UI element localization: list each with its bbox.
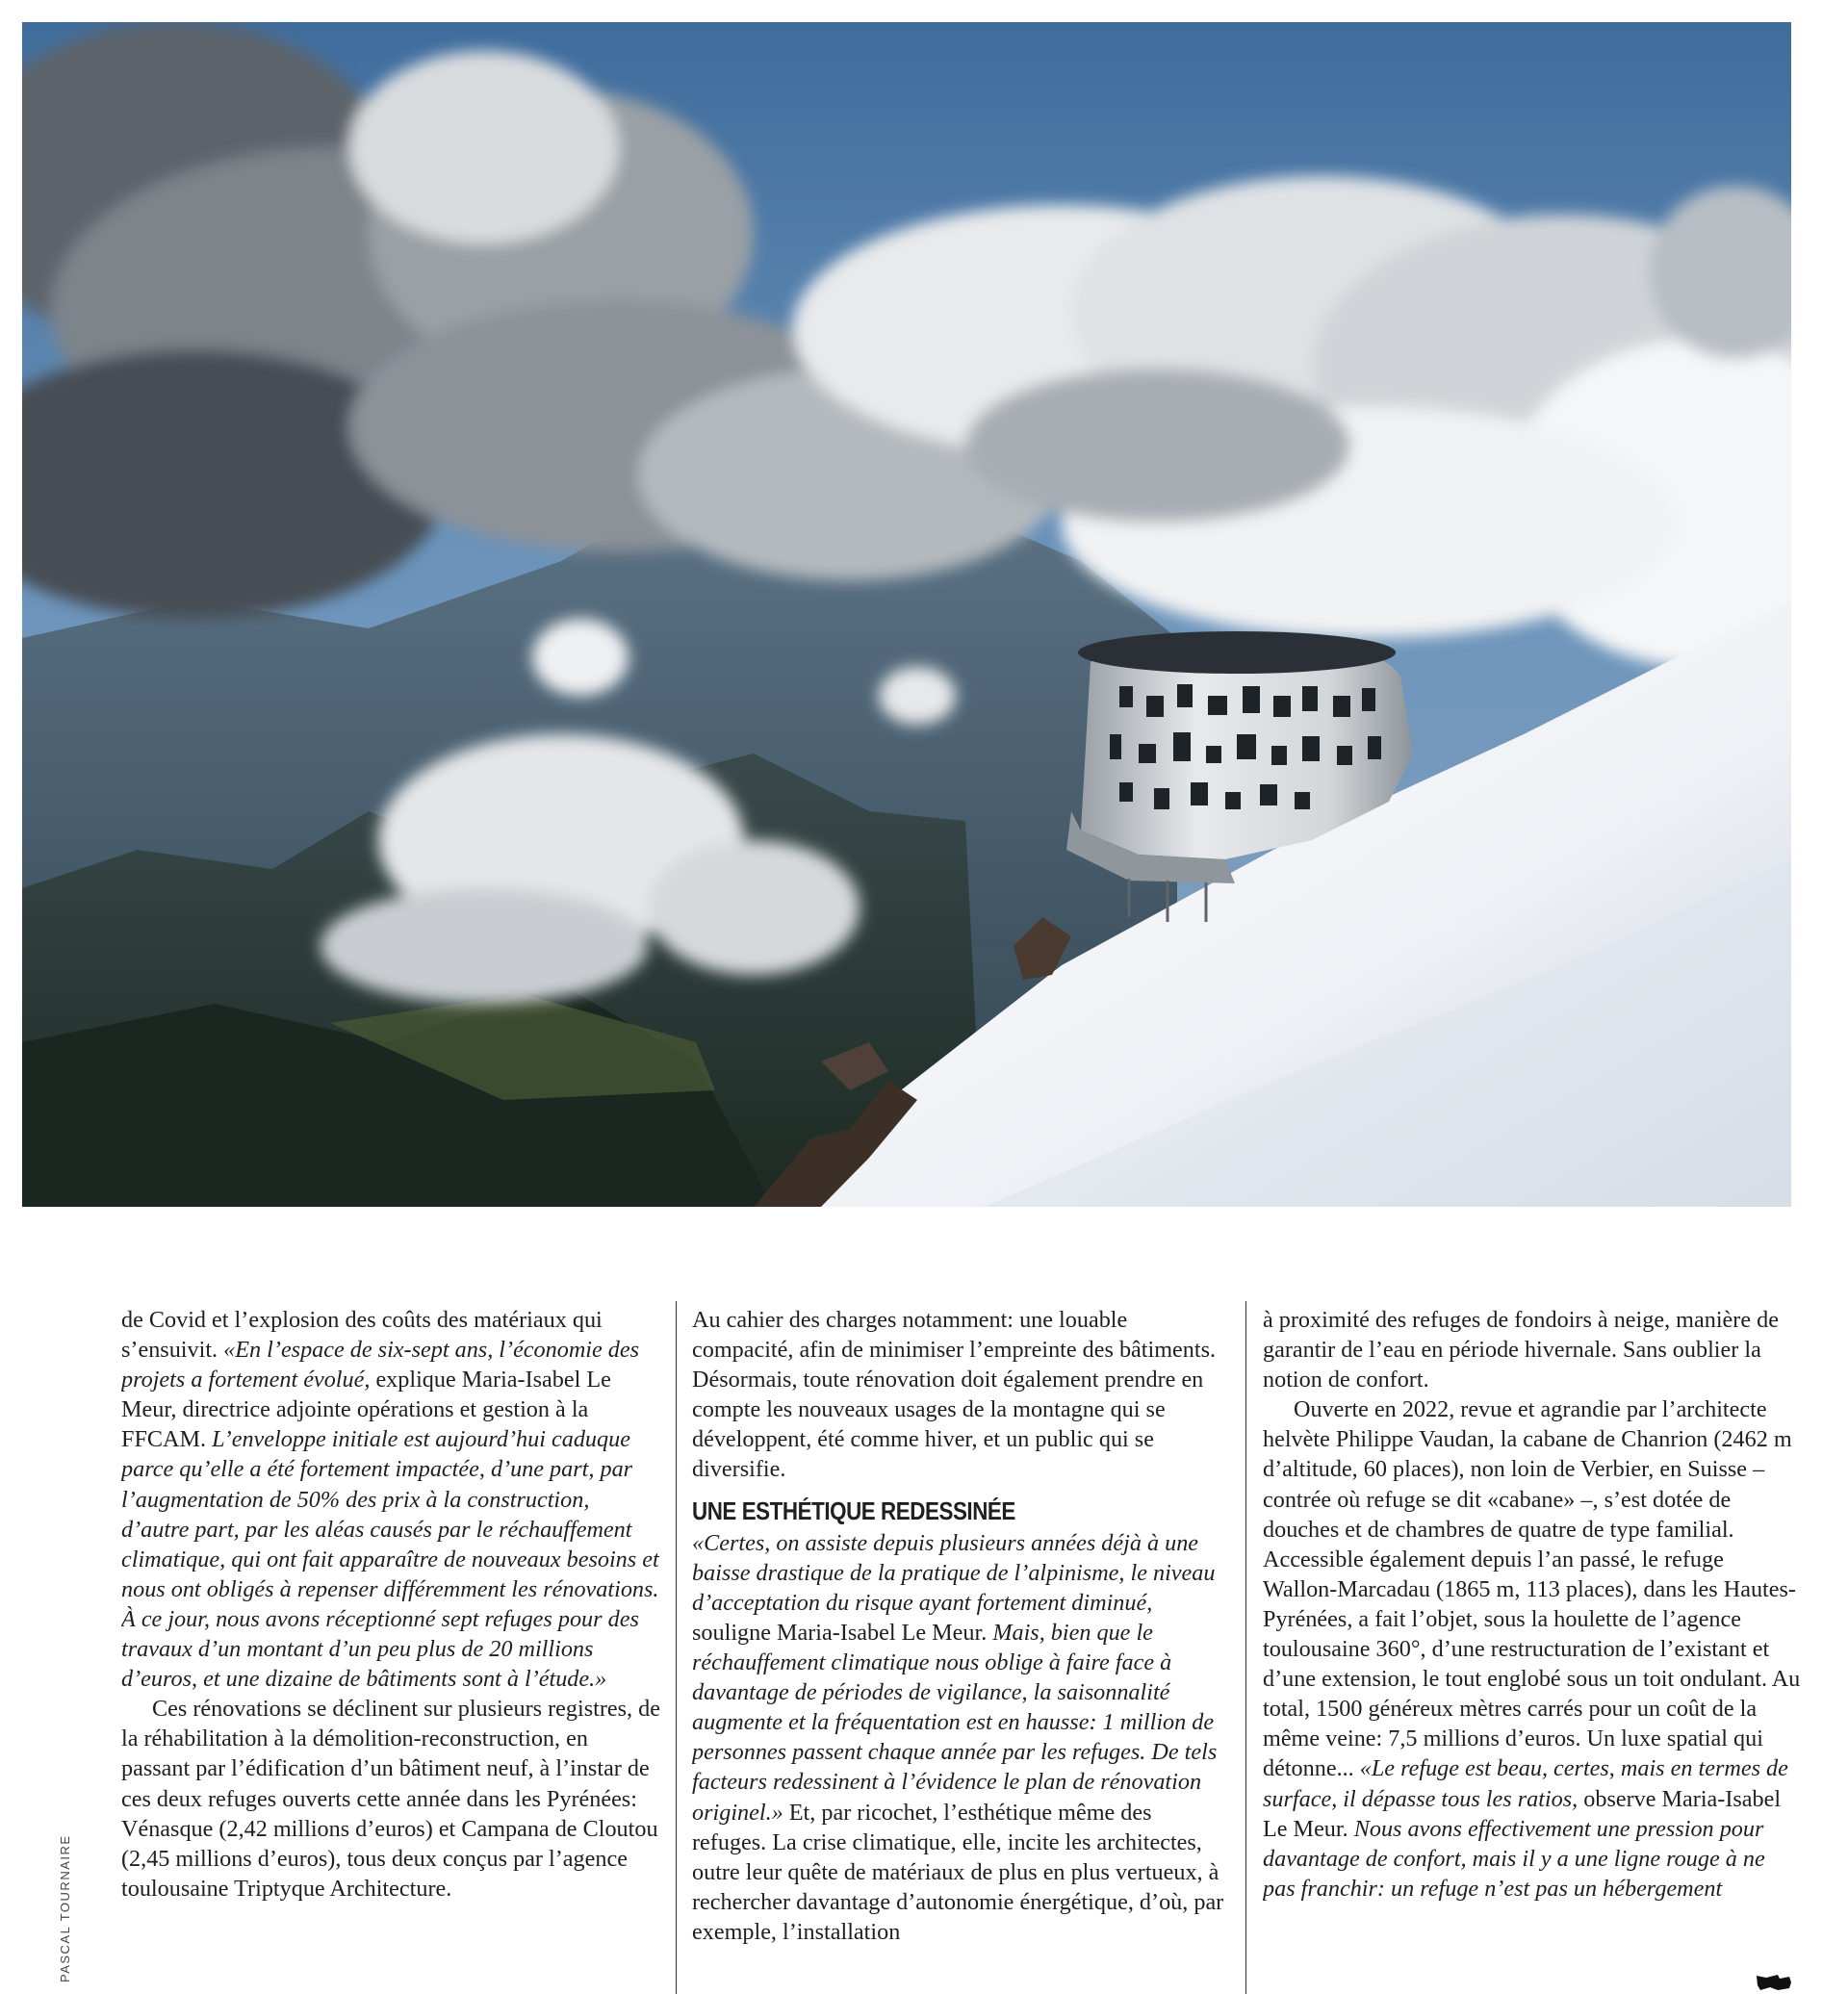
text-run: souligne Maria-Isabel Le Meur.: [692, 1619, 993, 1646]
paragraph: à proximité des refuges de fondoirs à neige, manière de garantir de l’eau en période hivernale. Sans oublier la notion de confort.: [1263, 1307, 1779, 1393]
photo-credit: PASCAL TOURNAIRE: [58, 1834, 72, 1982]
mountain-refuge-illustration: [22, 22, 1791, 1207]
paragraph: [121, 1305, 660, 1694]
text-run: Et, par ricochet, l’esthétique même des refuges. La crise climatique, elle, incite les architectes, outre leur quête de matériaux de plus en plus vertueux, à rechercher davantage d’autonomie énergétique, d’où, par exemple, l’installation: [692, 1799, 1224, 1945]
paragraph: Ces rénovations se déclinent sur plusieurs registres, de la réhabilitation à la démolition-reconstruction, en passant par l’édification d’un bâtiment neuf, à l’instar de ces deux refuges ouverts cette année dans les Pyrénées: Vénasque (2,42 millions d’euros) et Campana de Cloutou (2,45 millions d’euros), tous deux conçus par l’agence toulousaine Triptyque Architecture.: [121, 1696, 660, 1902]
text-run: de Covid et l’explosion des coûts des matériaux qui s’ensuivit.: [121, 1307, 603, 1364]
quote-run: «En l’espace de six-sept ans, l’économie des projets a fortement évolué,: [121, 1337, 640, 1393]
article-column-1: [121, 1305, 660, 1994]
quote-run: «Le refuge est beau, certes, mais en termes de surface, il dépasse tous les ratios,: [1263, 1755, 1788, 1812]
column-rule: [1245, 1301, 1246, 1994]
quote-run: L’enveloppe initiale est aujourd’hui caduque parce qu’elle a été fortement impactée, d’une part, par l’augmentation de 50% des prix à la construction, d’autre part, par les aléas causés par le réchauffement climatique, qui ont fait apparaître de nouveaux besoins et nous ont obligés à repenser différemment les rénovations. À ce jour, nous avons réceptionné sept refuges pour des travaux d’un montant d’un peu plus de 20 millions d’euros, et une dizaine de bâtiments sont à l’étude.»: [121, 1426, 659, 1693]
text-run: explique Maria-Isabel Le Meur, directrice adjointe opérations et gestion à la FFCAM.: [121, 1367, 611, 1453]
section-subhead: UNE ESTHÉTIQUE REDESSINÉE: [692, 1496, 1015, 1525]
column-rule: [676, 1301, 677, 1994]
quote-run: Mais, bien que le réchauffement climatique nous oblige à faire face à davantage de périodes de vigilance, la saisonnalité augmente et la fréquentation est en hausse: 1 million de personnes passent chaque année par les refuges. De tels facteurs redessinent à l’évidence le plan de rénovation originel.»: [692, 1619, 1218, 1826]
article-column-3: [1263, 1305, 1802, 1994]
text-run: observe Maria-Isabel Le Meur.: [1263, 1785, 1782, 1842]
hero-photo: [22, 22, 1791, 1207]
continue-arrow-icon: [1757, 1974, 1791, 1991]
quote-run: «Certes, on assiste depuis plusieurs années déjà à une baisse drastique de la pratique de l’alpinisme, le niveau d’acceptation du risque ayant fortement diminué,: [692, 1529, 1216, 1616]
text-run: Ouverte en 2022, revue et agrandie par l’architecte helvète Philippe Vaudan, la cabane de Chanrion (2462 m d’altitude, 60 places), non loin de Verbier, en Suisse – contrée où refuge se dit «cabane» –, s’est dotée de douches et de chambres de quatre de type familial. Accessible également depuis l’an passé, le refuge Wallon-Marcadau (1865 m, 113 places), dans les Hautes-Pyrénées, a fait l’objet, sous la houlette de l’agence toulousaine 360°, d’une restructuration de l’existant et d’une extension, le tout englobé sous un toit ondulant. Au total, 1500 généreux mètres carrés pour un coût de la même veine: 7,5 millions d’euros. Un luxe spatial qui détonne...: [1263, 1396, 1801, 1782]
article-column-2: [692, 1305, 1231, 1994]
quote-run: Nous avons effectivement une pression pour davantage de confort, mais il y a une ligne rouge à ne pas franchir: un refuge n’est pas un hébergement: [1263, 1815, 1765, 1902]
paragraph: [692, 1528, 1231, 1947]
paragraph: Au cahier des charges notamment: une louable compacité, afin de minimiser l’empreinte des bâtiments. Désormais, toute rénovation doit également prendre en compte les nouveaux usages de la montagne qui se développent, été comme hiver, et un public qui se diversifie.: [692, 1307, 1217, 1483]
paragraph: [1263, 1394, 1802, 1904]
